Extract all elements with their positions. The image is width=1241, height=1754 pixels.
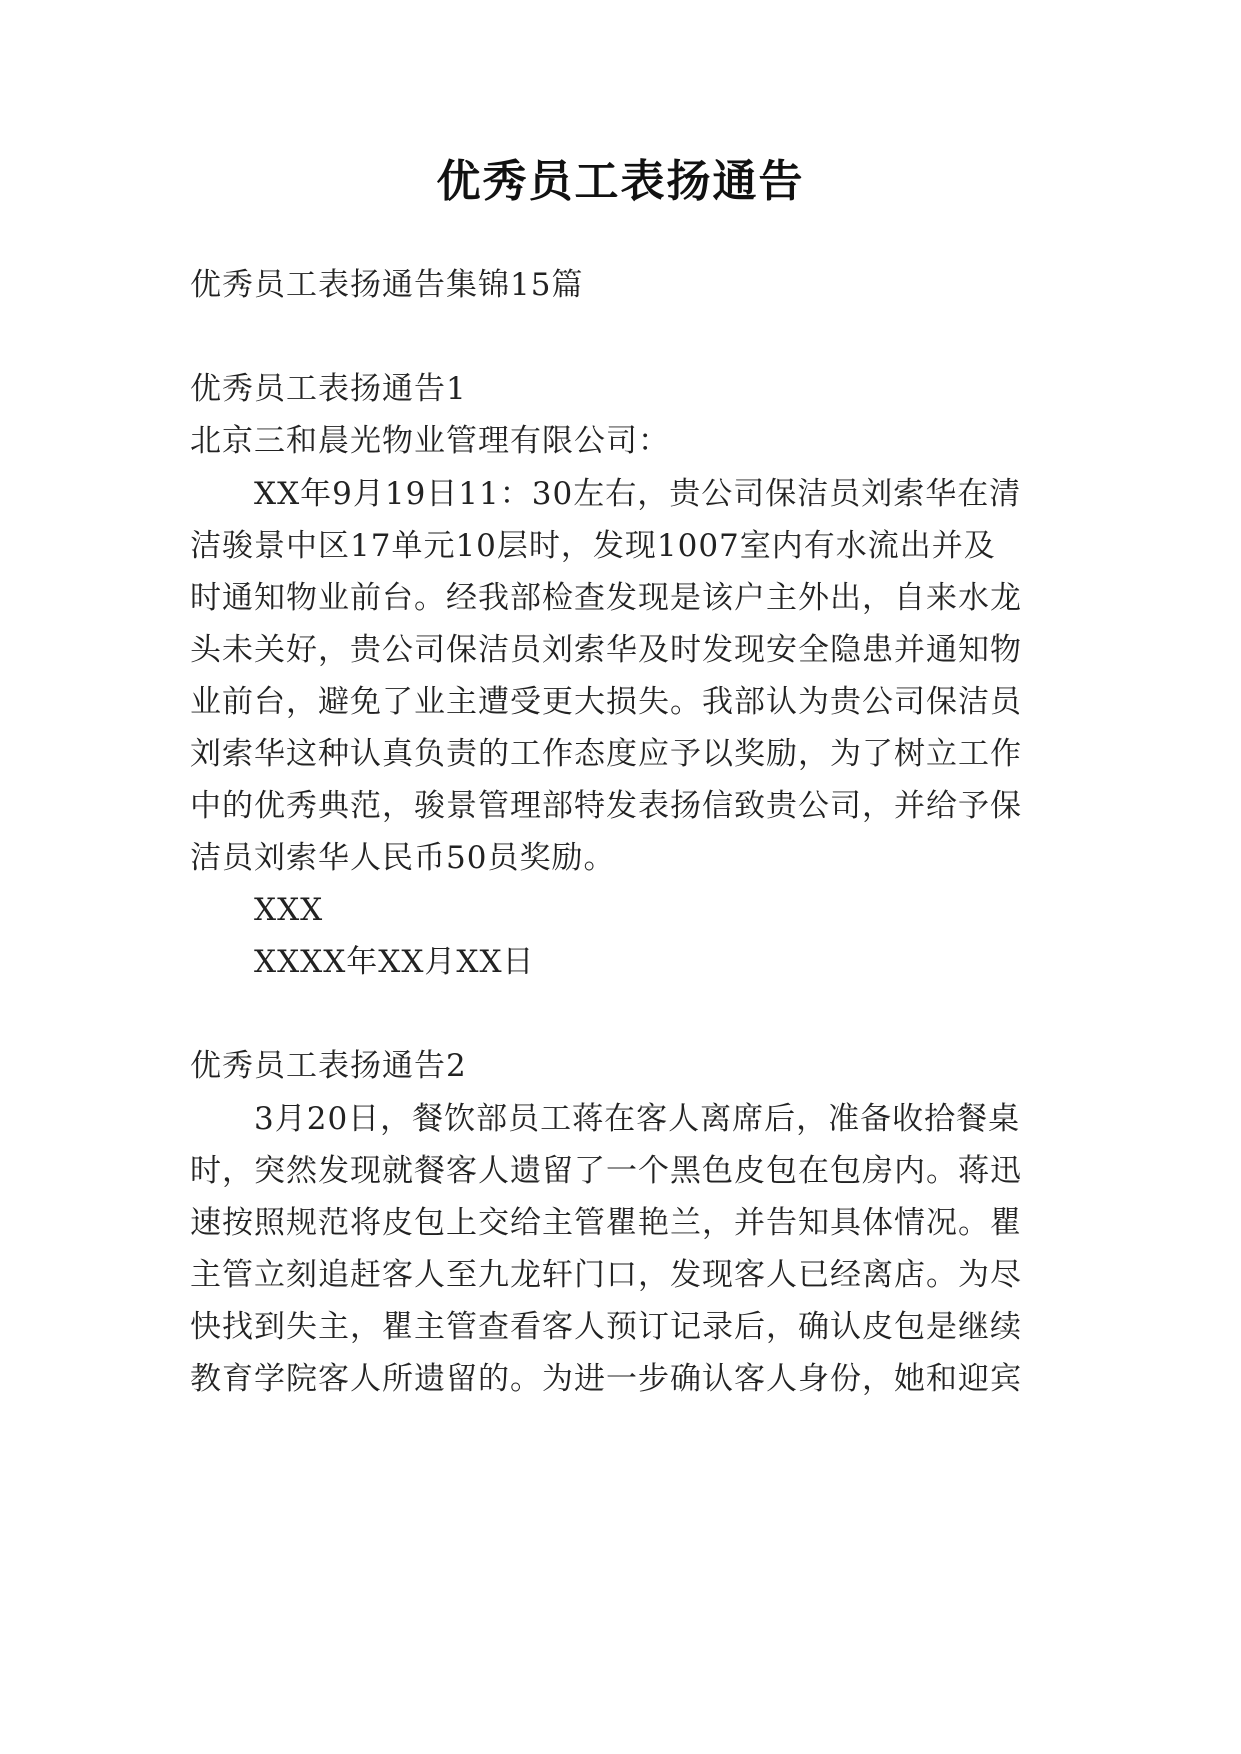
notice-1-body-line: 中的优秀典范，骏景管理部特发表扬信致贵公司，并给予保 xyxy=(190,788,1022,824)
notice-1-body-line: 时通知物业前台。经我部检查发现是该户主外出，自来水龙 xyxy=(190,580,1022,616)
notice-1-heading: 优秀员工表扬通告1 xyxy=(190,371,467,407)
notice-1-body-line: XX年9月19日11：30左右，贵公司保洁员刘索华在清 xyxy=(254,476,1022,512)
notice-2-body-line: 速按照规范将皮包上交给主管瞿艳兰，并告知具体情况。瞿 xyxy=(190,1205,1022,1241)
notice-1-body-line: 洁员刘索华人民币50员奖励。 xyxy=(190,840,616,876)
notice-1-body-line: 业前台，避免了业主遭受更大损失。我部认为贵公司保洁员 xyxy=(190,684,1022,720)
notice-2-body-line: 教育学院客人所遗留的。为进一步确认客人身份，她和迎宾 xyxy=(190,1361,1022,1397)
notice-2-body-line: 3月20日，餐饮部员工蒋在客人离席后，准备收拾餐桌 xyxy=(254,1101,1021,1137)
notice-1-date: XXXX年XX月XX日 xyxy=(254,944,535,980)
notice-2-body-line: 快找到失主，瞿主管查看客人预订记录后，确认皮包是继续 xyxy=(190,1309,1022,1345)
document-subtitle: 优秀员工表扬通告集锦15篇 xyxy=(190,267,584,303)
notice-1-signature: XXX xyxy=(254,892,324,928)
document-title: 优秀员工表扬通告 xyxy=(436,156,805,207)
notice-1-body-line: 头未关好，贵公司保洁员刘索华及时发现安全隐患并通知物 xyxy=(190,632,1022,668)
notice-1-recipient: 北京三和晨光物业管理有限公司： xyxy=(190,423,670,459)
notice-1-body-line: 洁骏景中区17单元10层时，发现1007室内有水流出并及 xyxy=(190,528,996,564)
notice-2-heading: 优秀员工表扬通告2 xyxy=(190,1048,467,1084)
notice-1-body-line: 刘索华这种认真负责的工作态度应予以奖励，为了树立工作 xyxy=(190,736,1022,772)
notice-2-body-line: 主管立刻追赶客人至九龙轩门口，发现客人已经离店。为尽 xyxy=(190,1257,1022,1293)
notice-2-body-line: 时，突然发现就餐客人遗留了一个黑色皮包在包房内。蒋迅 xyxy=(190,1153,1022,1189)
